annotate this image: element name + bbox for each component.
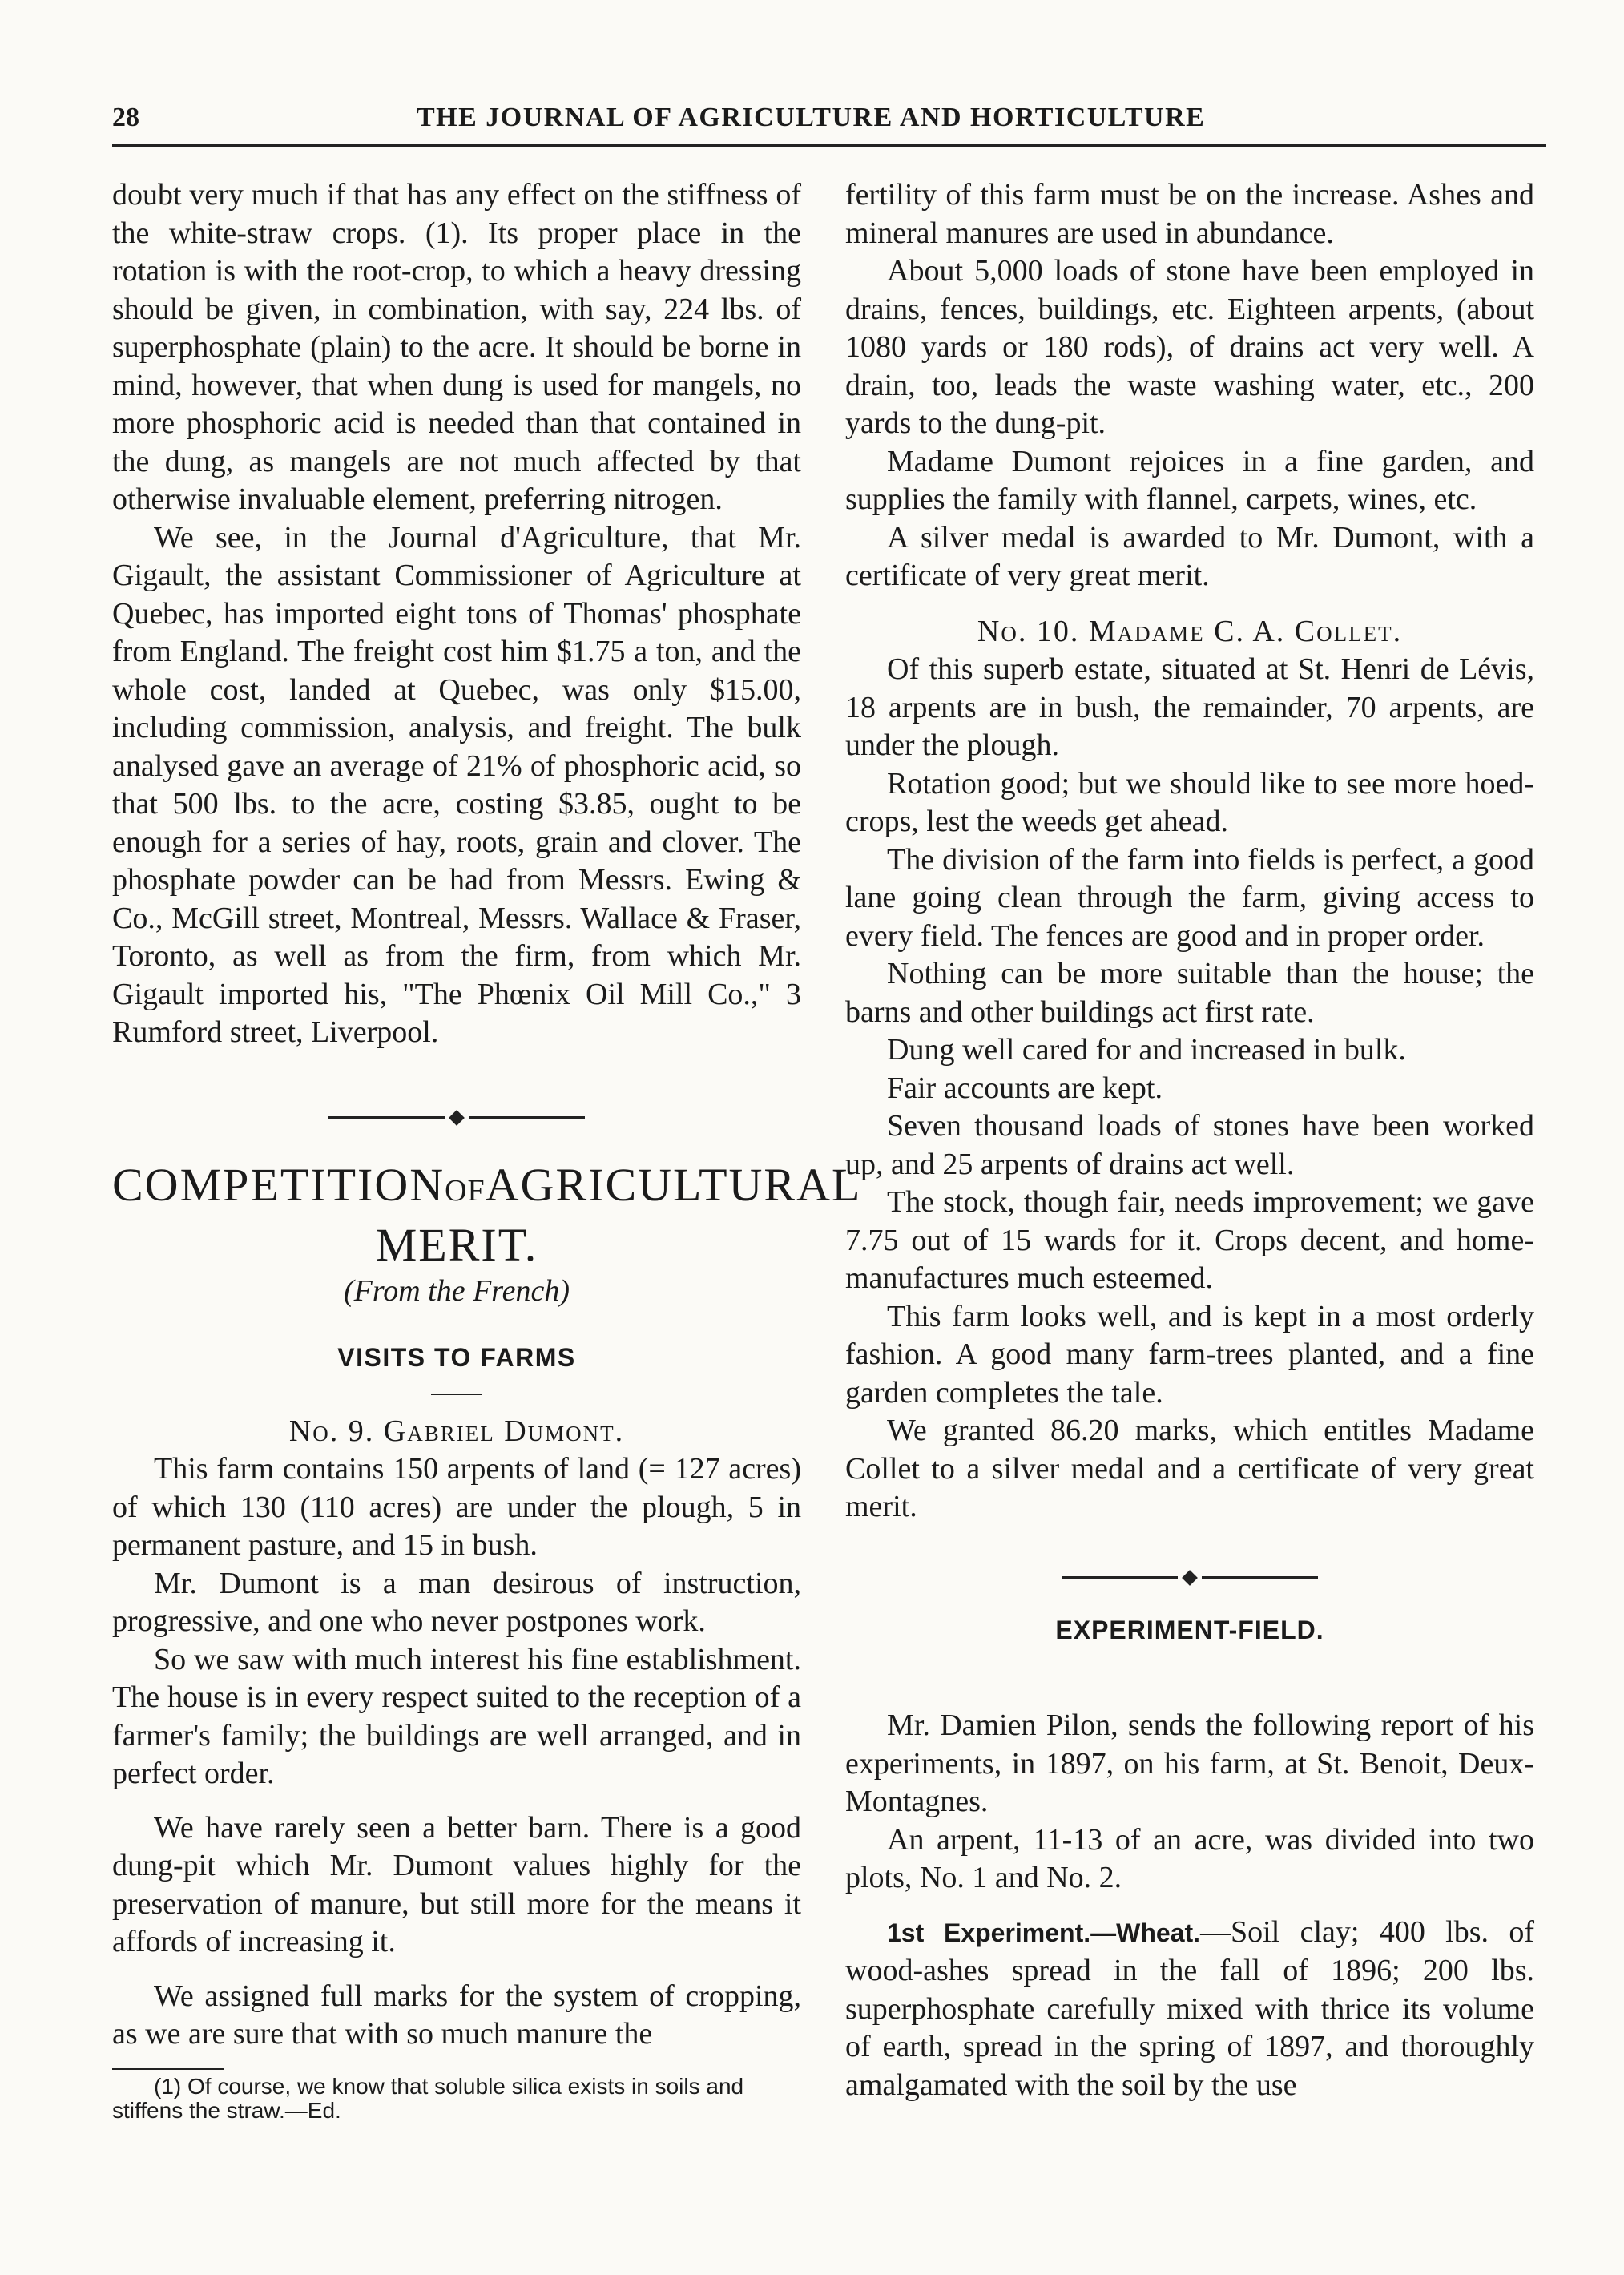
- visits-rule: [431, 1394, 482, 1395]
- footnote-rule: [112, 2068, 224, 2070]
- source-note: (From the French): [343, 1273, 570, 1308]
- experiment-divider-ornament: [845, 1562, 1534, 1594]
- right-paragraph-1: fertility of this farm must be on the increase. Ashes and mineral manures are used in abundance.: [845, 178, 1534, 250]
- left-paragraph-3: This farm contains 150 arpents of land (= 127 acres) of which 130 (110 acres) are under the plough, 5 in permanent pasture, and 15 in bush.: [112, 1452, 801, 1562]
- right-paragraph-5: Of this superb estate, situated at St. Henri de Lévis, 18 arpents are in bush, the remainder, 70 arpents, are under the plough.: [845, 652, 1534, 762]
- right-paragraph-2: About 5,000 loads of stone have been employed in drains, fences, buildings, etc. Eighteen arpents, (about 1080 yards or 180 rods), of drains act very well. A drain, too, leads the waste washing water, etc., 200 yards to the dung-pit.: [845, 254, 1534, 440]
- left-paragraph-1: doubt very much if that has any effect on the stiffness of the white-straw crops. (1). Its proper place in the rotation is with the root-crop, to which a heavy dressing should be given, in combination, with say, 224 lbs. of superphosphate (plain) to the acre. It should be borne in mind, however, that when dung is used for mangels, no more phosphoric acid is needed than that contained in the dung, as mangels are not much affected by that otherwise invaluable element, preferring nitrogen.: [112, 178, 801, 516]
- right-paragraph-15: Mr. Damien Pilon, sends the following report of his experiments, in 1897, on his farm, at St. Benoit, Deux-Montagnes.: [845, 1708, 1534, 1818]
- right-column: [845, 176, 1534, 2104]
- page-number: 28: [112, 103, 139, 132]
- left-column: [112, 176, 862, 2123]
- first-experiment-heading: 1st Experiment.—Wheat.: [887, 1918, 1201, 1947]
- section-title: [112, 1158, 862, 1273]
- journal-title: THE JOURNAL OF AGRICULTURE AND HORTICULTURE: [417, 103, 1206, 132]
- right-paragraph-6: Rotation good; but we should like to see more hoed-crops, lest the weeds get ahead.: [845, 766, 1534, 838]
- farm-10-heading: No. 10. Madame C. A. Collet.: [977, 614, 1403, 648]
- header-rule: [112, 144, 1546, 147]
- section-title-part-1: COMPETITION: [112, 1158, 445, 1211]
- right-paragraph-13: This farm looks well, and is kept in a most orderly fashion. A good many farm-trees planted, and a fine garden completes the tale.: [845, 1299, 1534, 1410]
- experiment-field-heading: EXPERIMENT-FIELD.: [1055, 1615, 1324, 1644]
- farm-9-heading: No. 9. Gabriel Dumont.: [288, 1414, 625, 1448]
- left-paragraph-2: We see, in the Journal d'Agriculture, that Mr. Gigault, the assistant Commissioner of Agriculture at Quebec, has imported eight tons of Thomas' phosphate from England. The freight cost him $1.75 a ton, and the whole cost, landed at Quebec, was only $15.00, including commission, analysis, and freight. The bulk analysed gave an average of 21% of phosphoric acid, so that 500 lbs. to the acre, costing $3.85, ought to be enough for a series of hay, roots, grain and clover. The phosphate powder can be had from Messrs. Ewing & Co., McGill street, Montreal, Messrs. Wallace & Fraser, Toronto, as well as from the firm, from which Mr. Gigault imported his, "The Phœnix Oil Mill Co.," 3 Rumford street, Liverpool.: [112, 520, 801, 1049]
- left-paragraph-6: We have rarely seen a better barn. There is a good dung-pit which Mr. Dumont values highly for the preservation of manure, but still more for the means it affords of increasing it.: [112, 1810, 801, 1958]
- right-paragraph-12: The stock, though fair, needs improvement; we gave 7.75 out of 15 wards for it. Crops decent, and home-manufactures much esteemed.: [845, 1185, 1534, 1295]
- first-experiment-paragraph: [845, 1914, 1534, 2105]
- right-paragraph-11: Seven thousand loads of stones have been worked up, and 25 arpents of drains act well.: [845, 1109, 1534, 1181]
- right-paragraph-4: A silver medal is awarded to Mr. Dumont, with a certificate of very great merit.: [845, 520, 1534, 592]
- section-divider-ornament: [112, 1102, 801, 1134]
- right-paragraph-14: We granted 86.20 marks, which entitles Madame Collet to a silver medal and a certificate of very great merit.: [845, 1414, 1534, 1523]
- right-paragraph-3: Madame Dumont rejoices in a fine garden, and supplies the family with flannel, carpets, wines, etc.: [845, 444, 1534, 516]
- first-experiment-text: —Soil clay; 400 lbs. of wood-ashes spread in the fall of 1896; 200 lbs. superphosphate carefully mixed with thrice its volume of earth, spread in the spring of 1897, and thoroughly amalgamated with the soil by the use: [845, 1914, 1534, 2102]
- right-paragraph-7: The division of the farm into fields is perfect, a good lane going clean through the farm, giving access to every field. The fences are good and in proper order.: [845, 842, 1534, 953]
- left-paragraph-5: So we saw with much interest his fine establishment. The house is in every respect suited to the reception of a farmer's family; the buildings are well arranged, and in perfect order.: [112, 1642, 801, 1790]
- right-paragraph-9: Dung well cared for and increased in bulk.: [887, 1033, 1406, 1067]
- right-paragraph-10: Fair accounts are kept.: [887, 1071, 1163, 1105]
- visits-heading: VISITS TO FARMS: [337, 1343, 576, 1372]
- left-paragraph-7: We assigned full marks for the system of cropping, as we are sure that with so much manure the: [112, 1979, 801, 2051]
- right-paragraph-16: An arpent, 11-13 of an acre, was divided into two plots, No. 1 and No. 2.: [845, 1822, 1534, 1894]
- footnote: (1) Of course, we know that soluble silica exists in soils and stiffens the straw.—Ed.: [112, 2073, 744, 2123]
- section-title-of: OF: [445, 1173, 486, 1208]
- right-paragraph-8: Nothing can be more suitable than the house; the barns and other buildings act first rate.: [845, 957, 1534, 1029]
- left-paragraph-4: Mr. Dumont is a man desirous of instruction, progressive, and one who never postpones work.: [112, 1566, 801, 1638]
- running-head: [112, 103, 1546, 143]
- section-title-part-2: AGRICULTURAL MERIT.: [375, 1158, 862, 1271]
